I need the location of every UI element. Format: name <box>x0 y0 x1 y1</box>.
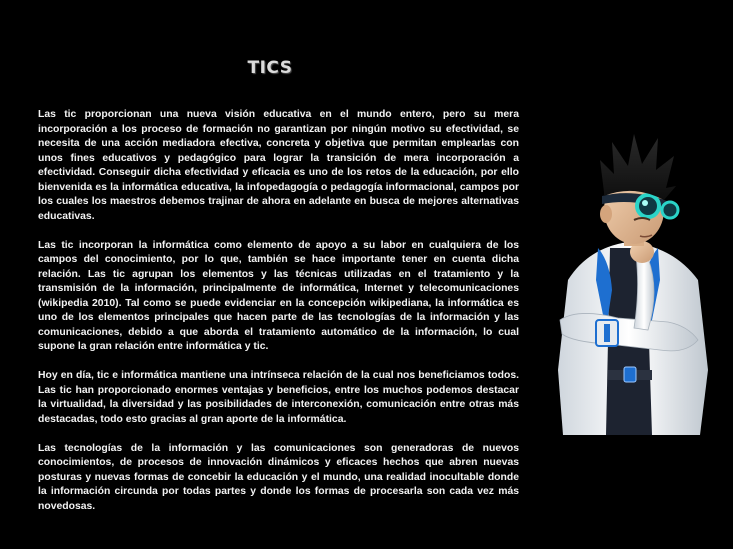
paragraph-2: Las tic incorporan la informática como elemento de apoyo a su labor en cualquiera de los campos del conocimiento, por lo que, también se hace importante tener en cuenta dicha relación. Las tic agrupan los elementos y las técnicas utilizadas en el tratamiento y la transmisión de la información, principalmente de informática, Internet y telecomunicaciones (wikipedia 2010). Tal como se puede evidenciar en la concepción wikipediana, la informática es uno de los elementos principales que hacen parte de las tecnologías de la información y las comunicaciones, debido a que aborda el tratamiento automático de la información, lo cual supone la gran relación entre informática y tic. <box>38 239 519 352</box>
paragraph-3: Hoy en día, tic e informática mantiene una intrínseca relación de la cual nos beneficiamos todos. Las tic han proporcionado enormes ventajas y beneficios, entre los muchos podemos destacar la virtualidad, la diversidad y las posibilidades de interconexión, comunicación entre otras más destacadas, todo esto gracias al gran aporte de la informática. <box>38 370 519 425</box>
paragraph-1: Las tic proporcionan una nueva visión educativa en el mundo entero, pero su mera incorporación a los proceso de formación no garantizan por ningún motivo su efectividad, se necesita de una acción mediadora efectiva, concreta y objetiva que permitan emplearlas con unos fines educativos y pedagógico para lograr la transición de mera incorporación a efectividad. Conseguir dicha efectividad y eficacia es uno de los retos de la educación, por ello bienvenida es la informática educativa, la infopedagogía o pedagogía informacional, campos por los cuales los maestros debemos trajinar de ahora en adelante en busca de mejores alternativas educativas. <box>38 109 519 222</box>
page-title: TICS <box>247 58 293 78</box>
body-text <box>38 108 519 529</box>
scientist-character-icon <box>548 130 713 435</box>
paragraph-4: Las tecnologías de la información y las comunicaciones son generadoras de nuevos conocimientos, de procesos de innovación dinámicos y eficaces hechos que abren nuevas posturas y nuevas formas de concebir la educación y el mundo, una realidad inocultable donde la información circunda por todas partes y donde los formas de procesarla son cada vez más novedosas. <box>38 442 519 512</box>
